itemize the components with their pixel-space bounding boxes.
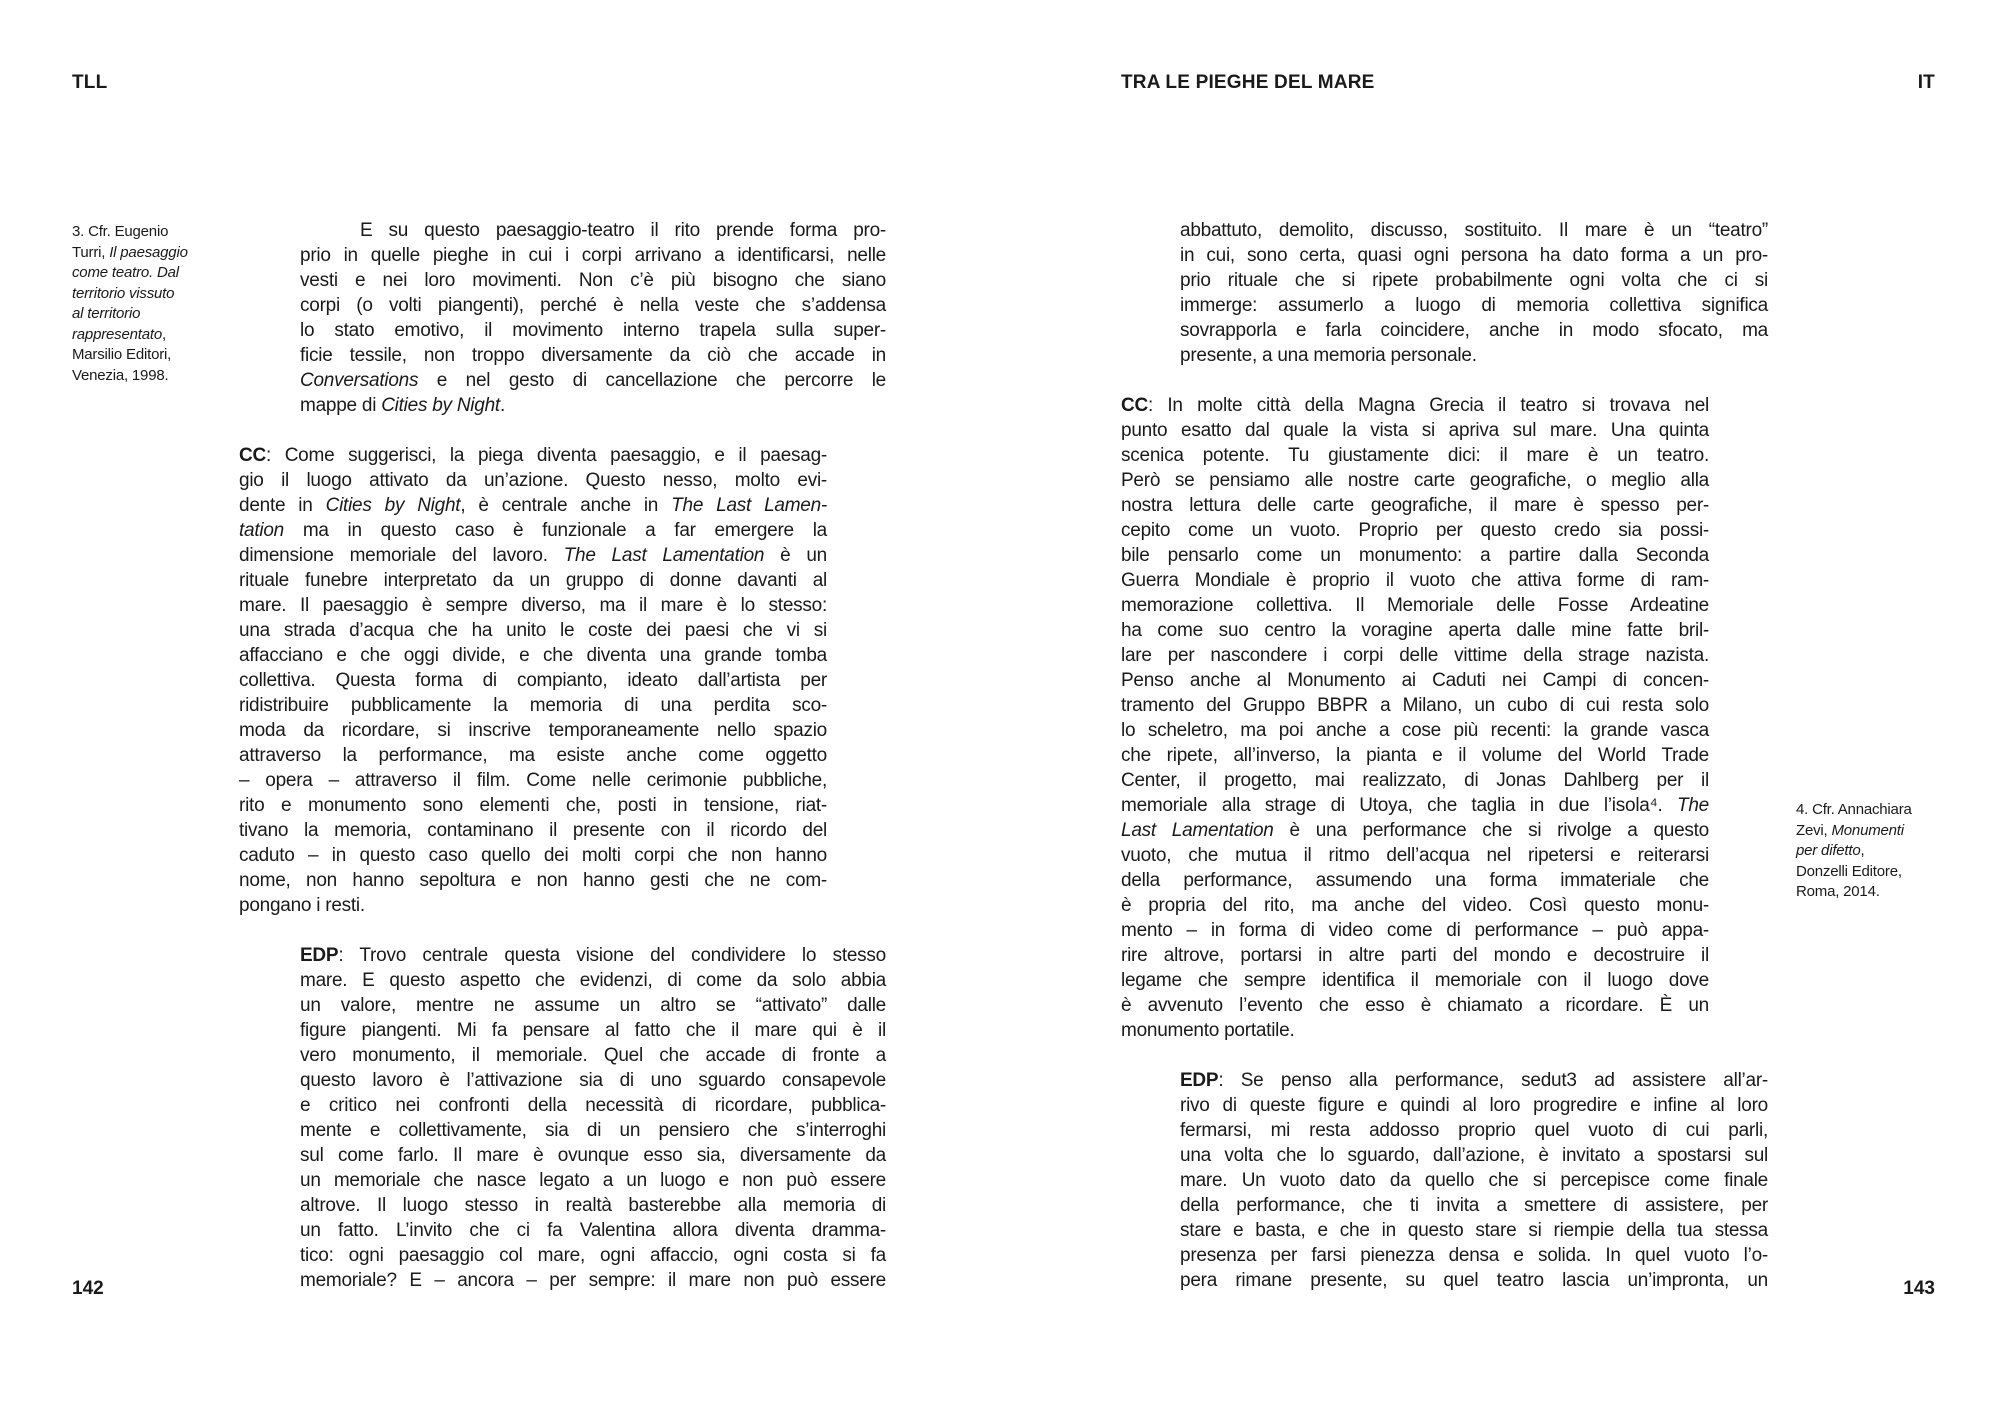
footnote-4 (1796, 800, 1946, 903)
text-run: tramento del Gruppo BBPR a Milano, un cubo di cui resta solo (1121, 695, 1709, 716)
text-line (1121, 418, 1709, 443)
text-run: : In molte città della Magna Grecia il teatro si trovava nel (1147, 395, 1709, 416)
text-run: bile pensarlo come un monumento: a partire dalla Seconda (1121, 545, 1709, 566)
speaker-label: CC (1121, 395, 1148, 416)
footnote-3 (72, 222, 222, 386)
text-run: . (499, 395, 505, 416)
text-line (1180, 1118, 1768, 1143)
text-run: : Trovo centrale questa visione del condividere lo stesso (338, 945, 886, 966)
text-line (300, 968, 886, 993)
text-run: Marsilio Editori, (72, 346, 172, 363)
text-line (72, 345, 222, 366)
text-line (239, 468, 827, 493)
italic-title: Monumenti (1831, 821, 1904, 839)
speaker-label: EDP (1180, 1070, 1219, 1091)
text-line (239, 668, 827, 693)
text-run: punto esatto dal quale la vista si apriva sul mare. Una quinta (1121, 420, 1709, 441)
text-line (1180, 1168, 1768, 1193)
text-line (1121, 843, 1709, 868)
text-line (1121, 543, 1709, 568)
text-run: – opera – attraverso il film. Come nelle cerimonie pubbliche, (239, 770, 827, 791)
text-run: vesti e nei loro movimenti. Non c’è più bisogno che siano (300, 270, 886, 291)
text-line (239, 443, 827, 468)
text-line (1180, 1143, 1768, 1168)
text-run: attraverso la performance, ma esiste anche come oggetto (239, 745, 827, 766)
italic-title: rappresentato (72, 325, 162, 343)
text-line (300, 368, 886, 393)
text-line (300, 943, 886, 968)
text-line (1796, 882, 1946, 903)
italic-title: Cities by Night (325, 495, 461, 516)
text-line (1121, 493, 1709, 518)
text-line (239, 693, 827, 718)
text-line (1121, 868, 1709, 893)
text-line (300, 993, 886, 1018)
text-run: memoriale? E – ancora – per sempre: il mare non può essere (300, 1270, 886, 1291)
text-run: un memoriale che nasce legato a un luogo e non può essere (300, 1170, 886, 1191)
text-line (1121, 393, 1709, 418)
text-line (300, 1118, 886, 1143)
text-run: cepito come un vuoto. Proprio per questo credo sia possi- (1121, 520, 1709, 541)
text-run: della performance, che ti invita a smettere di assistere, per (1180, 1195, 1768, 1216)
text-line (300, 293, 886, 318)
running-header-title: TRA LE PIEGHE DEL MARE (1121, 72, 1375, 93)
text-line (300, 1268, 886, 1293)
text-run: memorazione collettiva. Il Memoriale delle Fosse Ardeatine (1121, 595, 1709, 616)
text-run: abbattuto, demolito, discusso, sostituito. Il mare è un “teatro” (1180, 220, 1768, 241)
text-line (1121, 968, 1709, 993)
text-line (72, 304, 222, 325)
text-run: ficie tessile, non troppo diversamente da ciò che accade in (300, 345, 886, 366)
text-line (1180, 318, 1768, 343)
text-line (1121, 568, 1709, 593)
text-line (300, 343, 886, 368)
text-line (300, 1143, 886, 1168)
italic-title: Conversations (300, 370, 419, 391)
right-paragraph-edp (1180, 1068, 1768, 1293)
text-line (1796, 821, 1946, 842)
right-paragraph-cc (1121, 393, 1709, 1043)
text-run: vuoto, che mutua il ritmo dell’acqua nel ripetersi e reiterarsi (1121, 845, 1709, 866)
text-run: pera rimane presente, su quel teatro lascia un’impronta, un (1180, 1270, 1768, 1291)
text-line (1796, 800, 1946, 821)
right-paragraph-1 (1180, 218, 1768, 368)
italic-title: Il paesaggio (109, 243, 188, 261)
text-run: Center, il progetto, mai realizzato, di Jonas Dahlberg per il (1121, 770, 1709, 791)
text-line (300, 243, 886, 268)
text-run: Turri, (72, 243, 110, 261)
text-line (1180, 343, 1768, 368)
text-line (239, 793, 827, 818)
text-line (1121, 618, 1709, 643)
text-line (239, 768, 827, 793)
text-line (239, 718, 827, 743)
text-run: ma in questo caso è funzionale a far emergere la (283, 520, 827, 541)
text-line (1121, 743, 1709, 768)
text-run: rivo di queste figure e quindi al loro progredire e infine al loro (1180, 1095, 1768, 1116)
page-number-right: 143 (1903, 1278, 1935, 1299)
text-run: rito e monumento sono elementi che, posti in tensione, riat- (239, 795, 827, 816)
text-run: legame che sempre identifica il memoriale con il luogo dove (1121, 970, 1709, 991)
text-run: e critico nei confronti della necessità di ricordare, pubblica- (300, 1095, 886, 1116)
text-line (1180, 1268, 1768, 1293)
text-line (300, 268, 886, 293)
text-run: nostra lettura delle carte geografiche, il mare è spesso per- (1121, 495, 1709, 516)
text-run: lare per nascondere i corpi delle vittime della strage nazista. (1121, 645, 1709, 666)
text-run: mappe di (300, 395, 382, 416)
text-line (1121, 1018, 1709, 1043)
text-run: Guerra Mondiale è proprio il vuoto che attiva forme di ram- (1121, 570, 1709, 591)
text-line (239, 618, 827, 643)
text-line (300, 393, 886, 418)
text-line (300, 1168, 886, 1193)
text-run: mento – in forma di video come di performance – può appa- (1121, 920, 1709, 941)
text-run: Roma, 2014. (1796, 883, 1880, 900)
text-line (300, 1243, 886, 1268)
text-run: memoriale alla strage di Utoya, che taglia in due l’isola⁴. (1121, 795, 1677, 816)
text-run: sovrapporla e farla coincidere, anche in modo sfocato, ma (1180, 320, 1768, 341)
italic-title: territorio vissuto (72, 284, 175, 302)
text-line (1121, 943, 1709, 968)
text-run: una strada d’acqua che ha unito le coste dei paesi che vi si (239, 620, 827, 641)
text-line (1180, 1093, 1768, 1118)
text-line (300, 1068, 886, 1093)
text-run: stare e basta, e che in questo stare si riempie della tua stessa (1180, 1220, 1768, 1241)
text-line (1121, 468, 1709, 493)
italic-title: Cities by Night (381, 395, 500, 416)
text-run: ha come suo centro la voragine aperta dalle mine fatte bril- (1121, 620, 1709, 641)
left-paragraph-1 (300, 218, 886, 418)
left-paragraph-cc (239, 443, 827, 918)
text-run: mare. E questo aspetto che evidenzi, di come da solo abbia (300, 970, 886, 991)
text-line (300, 1218, 886, 1243)
text-line (1180, 243, 1768, 268)
text-run: gio il luogo attivato da un’azione. Questo nesso, molto evi- (239, 470, 827, 491)
text-run: : Se penso alla performance, sedut3 ad assistere all’ar- (1218, 1070, 1768, 1091)
text-run: monumento portatile. (1121, 1020, 1295, 1041)
text-line (239, 568, 827, 593)
text-line (239, 493, 827, 518)
text-run: presente, a una memoria personale. (1180, 345, 1477, 366)
text-run: questo lavoro è l’attivazione sia di uno sguardo consapevole (300, 1070, 886, 1091)
text-line (72, 243, 222, 264)
text-line (1121, 768, 1709, 793)
text-run: , è centrale anche in (460, 495, 672, 516)
text-run: ridistribuire pubblicamente la memoria di una perdita sco- (239, 695, 827, 716)
text-run: mare. Il paesaggio è sempre diverso, ma il mare è lo stesso: (239, 595, 827, 616)
italic-title: tation (239, 520, 284, 541)
text-run: caduto – in questo caso quello dei molti corpi che non hanno (239, 845, 827, 866)
text-line (1121, 893, 1709, 918)
text-run: 3. Cfr. Eugenio (72, 223, 169, 240)
text-line (1796, 841, 1946, 862)
text-run: è propria del rito, ma anche del video. Così questo monu- (1121, 895, 1709, 916)
text-run: un fatto. L’invito che ci fa Valentina allora diventa dramma- (300, 1220, 886, 1241)
text-line (1121, 693, 1709, 718)
text-run: lo stato emotivo, il movimento interno trapela sulla super- (300, 320, 886, 341)
text-line (300, 1093, 886, 1118)
text-run: moda da ricordare, si inscrive temporaneamente nello spazio (239, 720, 827, 741)
text-line (1121, 918, 1709, 943)
running-header-right: IT (1917, 72, 1935, 93)
text-run: Venezia, 1998. (72, 366, 169, 384)
text-run: , (1860, 842, 1865, 859)
text-run: in cui, sono certa, quasi ogni persona ha dato forma a un pro- (1180, 245, 1768, 266)
text-run: mare. Un vuoto dato da quello che si percepisce come finale (1180, 1170, 1768, 1191)
text-line (72, 222, 222, 243)
text-line (1180, 268, 1768, 293)
text-run: una volta che lo sguardo, dall’azione, è invitato a spostarsi sul (1180, 1145, 1768, 1166)
text-run: , (161, 325, 166, 343)
text-run: è avvenuto l’evento che esso è chiamato a ricordare. È un (1121, 995, 1709, 1016)
text-line (239, 543, 827, 568)
text-run: Zevi, (1796, 821, 1832, 839)
text-run: collettiva. Questa forma di compianto, ideato dall’artista per (239, 670, 827, 691)
italic-title: come teatro. Dal (72, 264, 179, 281)
text-run: vero monumento, il memoriale. Quel che accade di fronte a (300, 1045, 886, 1066)
text-line (1121, 668, 1709, 693)
text-line (1180, 218, 1768, 243)
text-line (300, 318, 886, 343)
speaker-label: EDP (300, 945, 339, 966)
text-run: scenica potente. Tu giustamente dici: il mare è un teatro. (1121, 445, 1709, 466)
text-run: della performance, assumendo una forma immateriale che (1121, 870, 1709, 891)
text-line (1121, 793, 1709, 818)
text-run: mente e collettivamente, sia di un pensiero che s’interroghi (300, 1120, 886, 1141)
text-run: presenza per farsi pienezza densa e solida. In quel vuoto l’o- (1180, 1245, 1768, 1266)
text-run: Però se pensiamo alle nostre carte geografiche, o meglio alla (1121, 470, 1709, 491)
text-run: nome, non hanno sepoltura e non hanno gesti che ne com- (239, 870, 827, 891)
text-run: corpi (o volti piangenti), perché è nella veste che s’addensa (300, 295, 886, 316)
text-run: dimensione memoriale del lavoro. (239, 545, 564, 566)
text-line (239, 818, 827, 843)
text-line (239, 593, 827, 618)
text-line (239, 843, 827, 868)
text-run: Penso anche al Monumento ai Caduti nei Campi di concen- (1121, 670, 1709, 691)
italic-title: The Last Lamen- (671, 495, 827, 516)
text-line (1121, 718, 1709, 743)
text-line (300, 218, 886, 243)
text-line (72, 366, 222, 387)
text-run: figure piangenti. Mi fa pensare al fatto che il mare qui è il (300, 1020, 886, 1041)
text-line (1180, 1243, 1768, 1268)
page-number-left: 142 (72, 1278, 104, 1299)
text-run: prio rituale che si ripete probabilmente ogni volta che ci si (1180, 270, 1768, 291)
text-run: tivano la memoria, contaminano il presente con il ricordo del (239, 820, 827, 841)
text-run: E su questo paesaggio-teatro il rito prende forma pro- (360, 220, 886, 241)
text-line (72, 263, 222, 284)
text-run: sul come farlo. Il mare è ovunque esso sia, diversamente da (300, 1145, 886, 1166)
text-line (1121, 518, 1709, 543)
text-run: Donzelli Editore, (1796, 862, 1902, 880)
text-line (1180, 293, 1768, 318)
italic-title: per difetto (1796, 842, 1861, 859)
text-line (239, 743, 827, 768)
text-line (239, 868, 827, 893)
text-line (1180, 1193, 1768, 1218)
text-line (1121, 818, 1709, 843)
running-header-left: TLL (72, 72, 108, 93)
text-line (1121, 593, 1709, 618)
text-line (239, 518, 827, 543)
italic-title: Last Lamentation (1121, 820, 1274, 841)
text-run: e nel gesto di cancellazione che percorre le (418, 370, 886, 391)
text-line (1121, 443, 1709, 468)
text-line (72, 284, 222, 305)
speaker-label: CC (239, 445, 266, 466)
text-line (1796, 862, 1946, 883)
text-line (300, 1043, 886, 1068)
text-run: rituale funebre interpretato da un gruppo di donne davanti al (239, 570, 827, 591)
text-run: immerge: assumerlo a luogo di memoria collettiva significa (1180, 295, 1768, 316)
text-line (300, 1193, 886, 1218)
text-run: fermarsi, mi resta addosso proprio quel vuoto di cui parli, (1180, 1120, 1768, 1141)
italic-title: al territorio (72, 305, 141, 322)
left-paragraph-edp (300, 943, 886, 1293)
text-run: tico: ogni paesaggio col mare, ogni affaccio, ogni costa si fa (300, 1245, 886, 1266)
text-run: che ripete, all’inverso, la pianta e il volume del World Trade (1121, 745, 1709, 766)
text-run: un valore, mentre ne assume un altro se “attivato” dalle (300, 995, 886, 1016)
text-run: 4. Cfr. Annachiara (1796, 801, 1912, 818)
italic-title: The (1677, 795, 1709, 816)
text-line (300, 1018, 886, 1043)
text-line (1180, 1218, 1768, 1243)
text-run: rire altrove, portarsi in altre parti del mondo e decostruire il (1121, 945, 1709, 966)
text-line (72, 325, 222, 346)
italic-title: The Last Lamentation (563, 545, 765, 566)
text-line (1121, 993, 1709, 1018)
text-run: è un (764, 545, 827, 566)
text-run: altrove. Il luogo stesso in realtà basterebbe alla memoria di (300, 1195, 886, 1216)
text-line (1121, 643, 1709, 668)
text-run: affacciano e che oggi divide, e che diventa una grande tomba (239, 645, 827, 666)
text-run: : Come suggerisci, la piega diventa paesaggio, e il paesag- (265, 445, 827, 466)
text-line (1180, 1068, 1768, 1093)
text-run: prio in quelle pieghe in cui i corpi arrivano a identificarsi, nelle (300, 245, 886, 266)
text-run: lo scheletro, ma poi anche a cose più recenti: la grande vasca (1121, 720, 1709, 741)
text-line (239, 643, 827, 668)
text-run: pongano i resti. (239, 895, 365, 916)
text-run: è una performance che si rivolge a questo (1273, 820, 1710, 841)
text-run: dente in (239, 495, 326, 516)
text-line (239, 893, 827, 918)
